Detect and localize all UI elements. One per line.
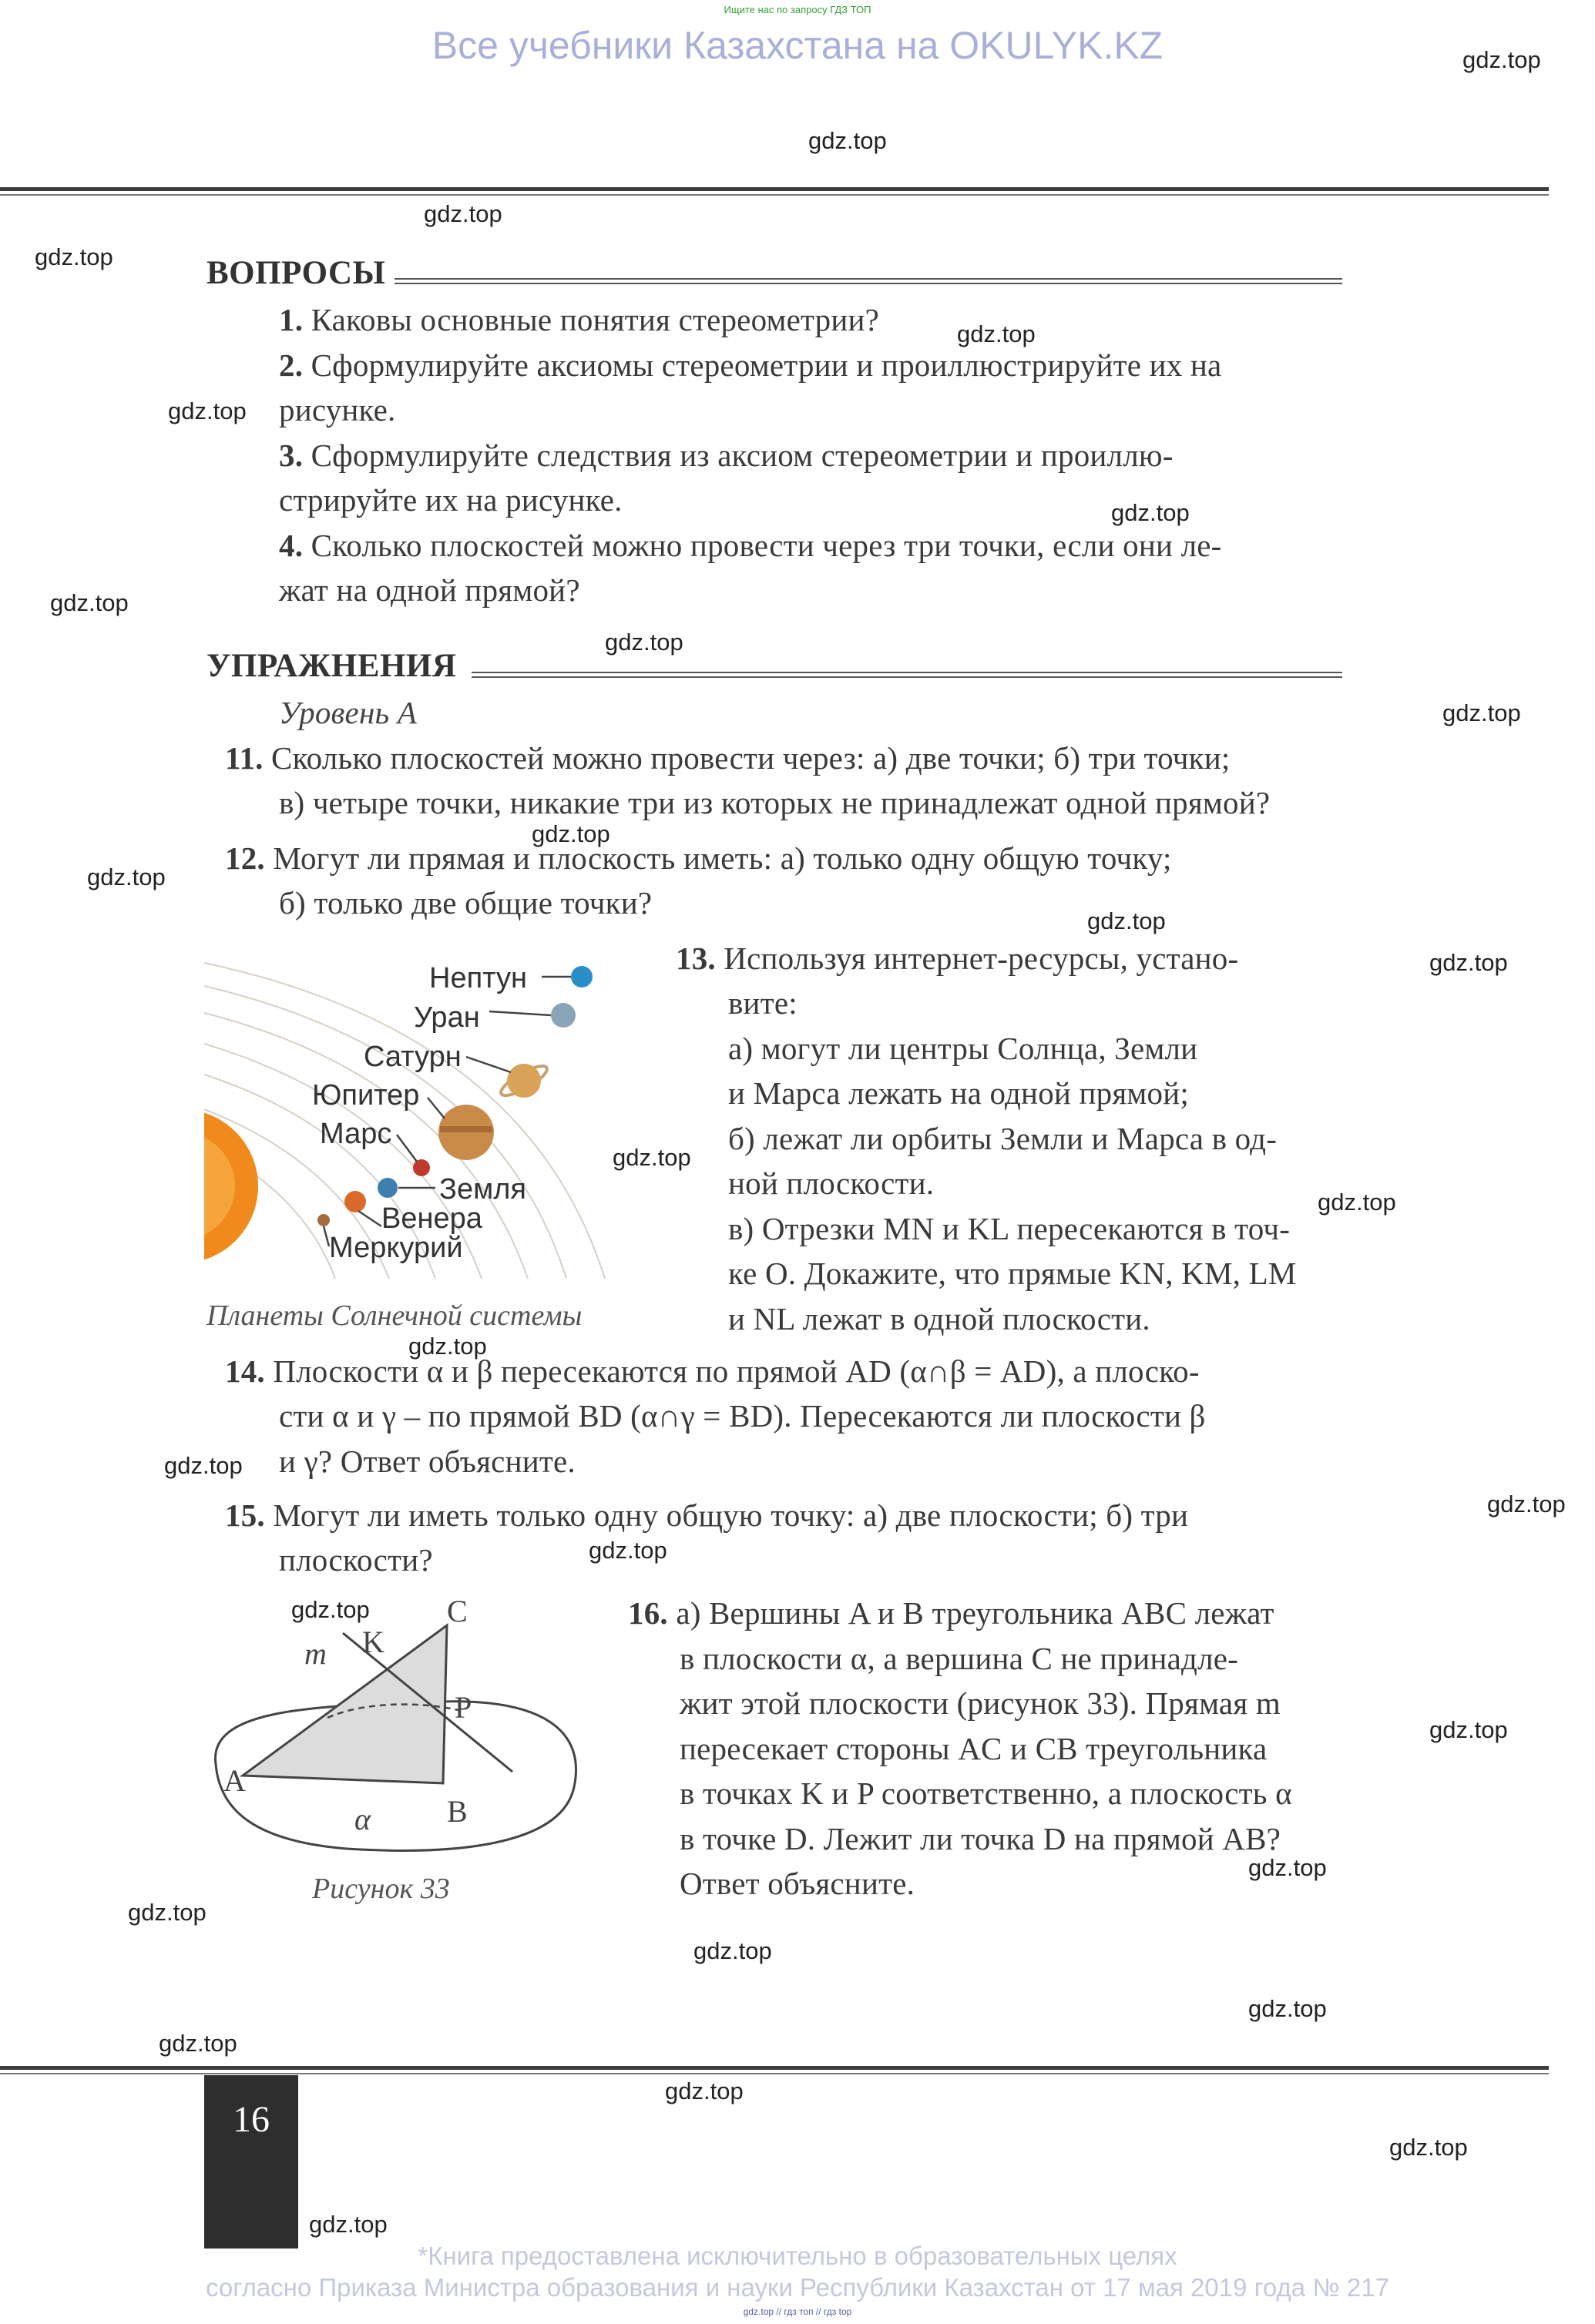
- question-number: 3.: [279, 438, 304, 473]
- watermark: gdz.top: [613, 1144, 691, 1171]
- watermark: gdz.top: [532, 820, 610, 847]
- watermark: gdz.top: [589, 1537, 667, 1564]
- exercise-16-line: Ответ объясните.: [680, 1866, 915, 1901]
- label-mercury: Меркурий: [329, 1232, 463, 1264]
- exercise-16: [628, 1595, 1274, 1631]
- exercise-13-line: ной плоскости.: [728, 1165, 935, 1201]
- header-tiny-note: Ищите нас по запросу ГДЗ ТОП: [724, 4, 871, 15]
- top-rule: [0, 187, 1549, 191]
- exercise-number: 15.: [225, 1497, 265, 1533]
- exercise-number: 14.: [225, 1353, 265, 1389]
- bottom-rule-thin: [0, 2073, 1549, 2074]
- watermark: gdz.top: [1318, 1189, 1396, 1216]
- site-title[interactable]: Все учебники Казахстана на OKULYK.KZ: [431, 24, 1164, 67]
- leader: [397, 1135, 417, 1162]
- label-neptune: Нептун: [429, 962, 527, 994]
- question-number: 1.: [279, 302, 304, 337]
- watermark: gdz.top: [1487, 1491, 1566, 1517]
- leader: [324, 1226, 329, 1246]
- exercise-13-line: и Марса лежать на одной прямой;: [728, 1075, 1189, 1111]
- label-mars: Марс: [320, 1118, 392, 1150]
- label-K: K: [362, 1625, 384, 1659]
- watermark: gdz.top: [424, 200, 502, 227]
- exercise-text: Плоскости α и β пересекаются по прямой AD (α∩β = AD), а плоско-: [273, 1353, 1200, 1389]
- exercise-14: [225, 1353, 1200, 1390]
- exercises-heading-line: [472, 672, 1342, 678]
- watermark: gdz.top: [693, 1937, 772, 1964]
- exercise-14-line: и γ? Ответ объясните.: [279, 1444, 576, 1479]
- question-2: [279, 347, 1221, 384]
- exercise-13-line: б) лежат ли орбиты Земли и Марса в од-: [728, 1121, 1278, 1156]
- question-text: Сформулируйте следствия из аксиом стереометрии и проиллю-: [311, 438, 1174, 473]
- exercise-12-cont: б) только две общие точки?: [279, 885, 653, 921]
- label-B: B: [447, 1794, 468, 1829]
- exercises-heading: УПРАЖНЕНИЯ: [207, 648, 457, 684]
- watermark: gdz.top: [957, 320, 1036, 347]
- exercise-15: [225, 1497, 1188, 1534]
- page-number: 16: [233, 2099, 270, 2140]
- footer-note-2: согласно Приказа Министра образования и науки Республики Казахстан от 17 мая 2019 года № 217: [206, 2273, 1389, 2302]
- watermark: gdz.top: [665, 2078, 744, 2104]
- exercise-text: Могут ли иметь только одну общую точку: а) две плоскости; б) три: [273, 1497, 1189, 1533]
- exercise-16-line: в точке D. Лежит ли точка D на прямой AB?: [680, 1821, 1281, 1856]
- questions-heading: ВОПРОСЫ: [207, 255, 386, 291]
- leader: [358, 1211, 381, 1226]
- earth: [378, 1178, 398, 1198]
- question-4: [279, 527, 1222, 564]
- question-number: 2.: [279, 347, 304, 383]
- watermark: gdz.top: [164, 1452, 243, 1479]
- question-text: Сформулируйте аксиомы стереометрии и проиллюстрируйте их на: [311, 347, 1222, 383]
- venus: [344, 1191, 366, 1212]
- uranus: [551, 1003, 576, 1028]
- watermark: gdz.top: [1429, 1716, 1508, 1743]
- watermark: gdz.top: [35, 243, 113, 270]
- exercise-16-line: пересекает стороны AC и CB треугольника: [680, 1731, 1268, 1766]
- question-4-cont: жат на одной прямой?: [279, 572, 580, 608]
- watermark: gdz.top: [1462, 46, 1541, 73]
- neptune: [571, 966, 593, 988]
- footer-note-1: *Книга предоставлена исключительно в образовательных целях: [418, 2242, 1177, 2270]
- watermark: gdz.top: [808, 127, 887, 154]
- exercise-13-line: в) Отрезки MN и KL пересекаются в точ-: [728, 1211, 1291, 1246]
- question-2-cont: рисунке.: [279, 392, 396, 428]
- label-A: A: [223, 1763, 246, 1798]
- label-earth: Земля: [439, 1173, 526, 1206]
- label-venus: Венера: [381, 1202, 482, 1235]
- footer-tiny: gdz.top // гдз топ // гдз top: [743, 2306, 852, 2317]
- exercise-12: [225, 840, 1172, 877]
- exercise-text: а) Вершины A и B треугольника ABC лежат: [676, 1595, 1274, 1631]
- watermark: gdz.top: [1111, 499, 1190, 526]
- questions-heading-line: [395, 278, 1342, 284]
- question-3-cont: стрируйте их на рисунке.: [279, 482, 623, 518]
- bottom-rule: [0, 2066, 1549, 2070]
- question-text: Каковы основные понятия стереометрии?: [311, 302, 880, 337]
- mercury: [317, 1214, 330, 1226]
- exercise-number: 13.: [676, 941, 716, 976]
- watermark: gdz.top: [1442, 699, 1521, 726]
- solar-system-figure: [204, 940, 628, 1279]
- watermark: gdz.top: [605, 629, 683, 656]
- watermark: gdz.top: [1087, 907, 1166, 934]
- exercise-11-cont: в) четыре точки, никакие три из которых не принадлежат одной прямой?: [279, 785, 1271, 820]
- watermark: gdz.top: [168, 397, 247, 424]
- top-rule-thin: [0, 194, 1549, 196]
- watermark: gdz.top: [291, 1596, 370, 1623]
- watermark: gdz.top: [87, 864, 166, 890]
- exercise-number: 16.: [628, 1595, 668, 1631]
- exercise-number: 11.: [225, 740, 264, 776]
- solar-caption: Планеты Солнечной системы: [207, 1299, 583, 1332]
- exercise-16-line: в плоскости α, а вершина C не принадле-: [680, 1641, 1239, 1676]
- exercise-number: 12.: [225, 840, 265, 876]
- label-alpha: α: [354, 1802, 371, 1836]
- exercise-15-line: плоскости?: [279, 1542, 433, 1578]
- label-P: P: [455, 1690, 472, 1725]
- question-number: 4.: [279, 528, 304, 563]
- exercise-text: Сколько плоскостей можно провести через: а) две точки; б) три точки;: [271, 740, 1231, 776]
- mars: [413, 1159, 430, 1176]
- exercise-13: [676, 940, 1238, 977]
- exercise-14-line: сти α и γ – по прямой BD (α∩γ = BD). Пересекаются ли плоскости β: [279, 1398, 1206, 1434]
- figure-33: [193, 1587, 593, 1895]
- exercise-text: Могут ли прямая и плоскость иметь: а) только одну общую точку;: [273, 840, 1172, 876]
- watermark: gdz.top: [50, 589, 129, 616]
- exercise-13-line: и NL лежат в одной плоскости.: [728, 1301, 1150, 1336]
- level-label: Уровень А: [279, 695, 418, 730]
- saturn: [507, 1064, 541, 1098]
- question-1: [279, 301, 879, 338]
- exercise-13-line: вите:: [728, 985, 798, 1021]
- label-uranus: Уран: [414, 1001, 480, 1034]
- exercise-16-line: в точках K и P соответственно, а плоскость α: [680, 1776, 1292, 1811]
- watermark: gdz.top: [1248, 1995, 1327, 2022]
- question-3: [279, 437, 1174, 474]
- label-saturn: Сатурн: [364, 1041, 462, 1073]
- exercise-13-line: а) могут ли центры Солнца, Земли: [728, 1031, 1198, 1066]
- page-number-tab: [204, 2075, 298, 2249]
- leader: [466, 1057, 511, 1072]
- label-jupiter: Юпитер: [312, 1079, 420, 1112]
- watermark: gdz.top: [1429, 949, 1508, 976]
- exercise-text: Используя интернет-ресурсы, устано-: [724, 941, 1239, 976]
- leader: [489, 1011, 551, 1015]
- exercise-16-line: жит этой плоскости (рисунок 33). Прямая m: [680, 1685, 1281, 1721]
- watermark: gdz.top: [1389, 2134, 1468, 2161]
- question-text: Сколько плоскостей можно провести через три точки, если они ле-: [311, 528, 1222, 563]
- watermark: gdz.top: [128, 1899, 207, 1926]
- figure-33-caption: Рисунок 33: [312, 1873, 450, 1905]
- label-m: m: [304, 1636, 327, 1671]
- watermark: gdz.top: [309, 2211, 388, 2238]
- watermark: gdz.top: [159, 2030, 237, 2057]
- exercise-13-line: ке O. Докажите, что прямые KN, KM, LM: [728, 1256, 1297, 1291]
- leader: [428, 1098, 445, 1118]
- watermark: gdz.top: [408, 1333, 487, 1360]
- jupiter-band: [440, 1126, 492, 1132]
- watermark: gdz.top: [1248, 1854, 1327, 1881]
- exercise-11: [225, 739, 1230, 776]
- label-C: C: [447, 1594, 468, 1628]
